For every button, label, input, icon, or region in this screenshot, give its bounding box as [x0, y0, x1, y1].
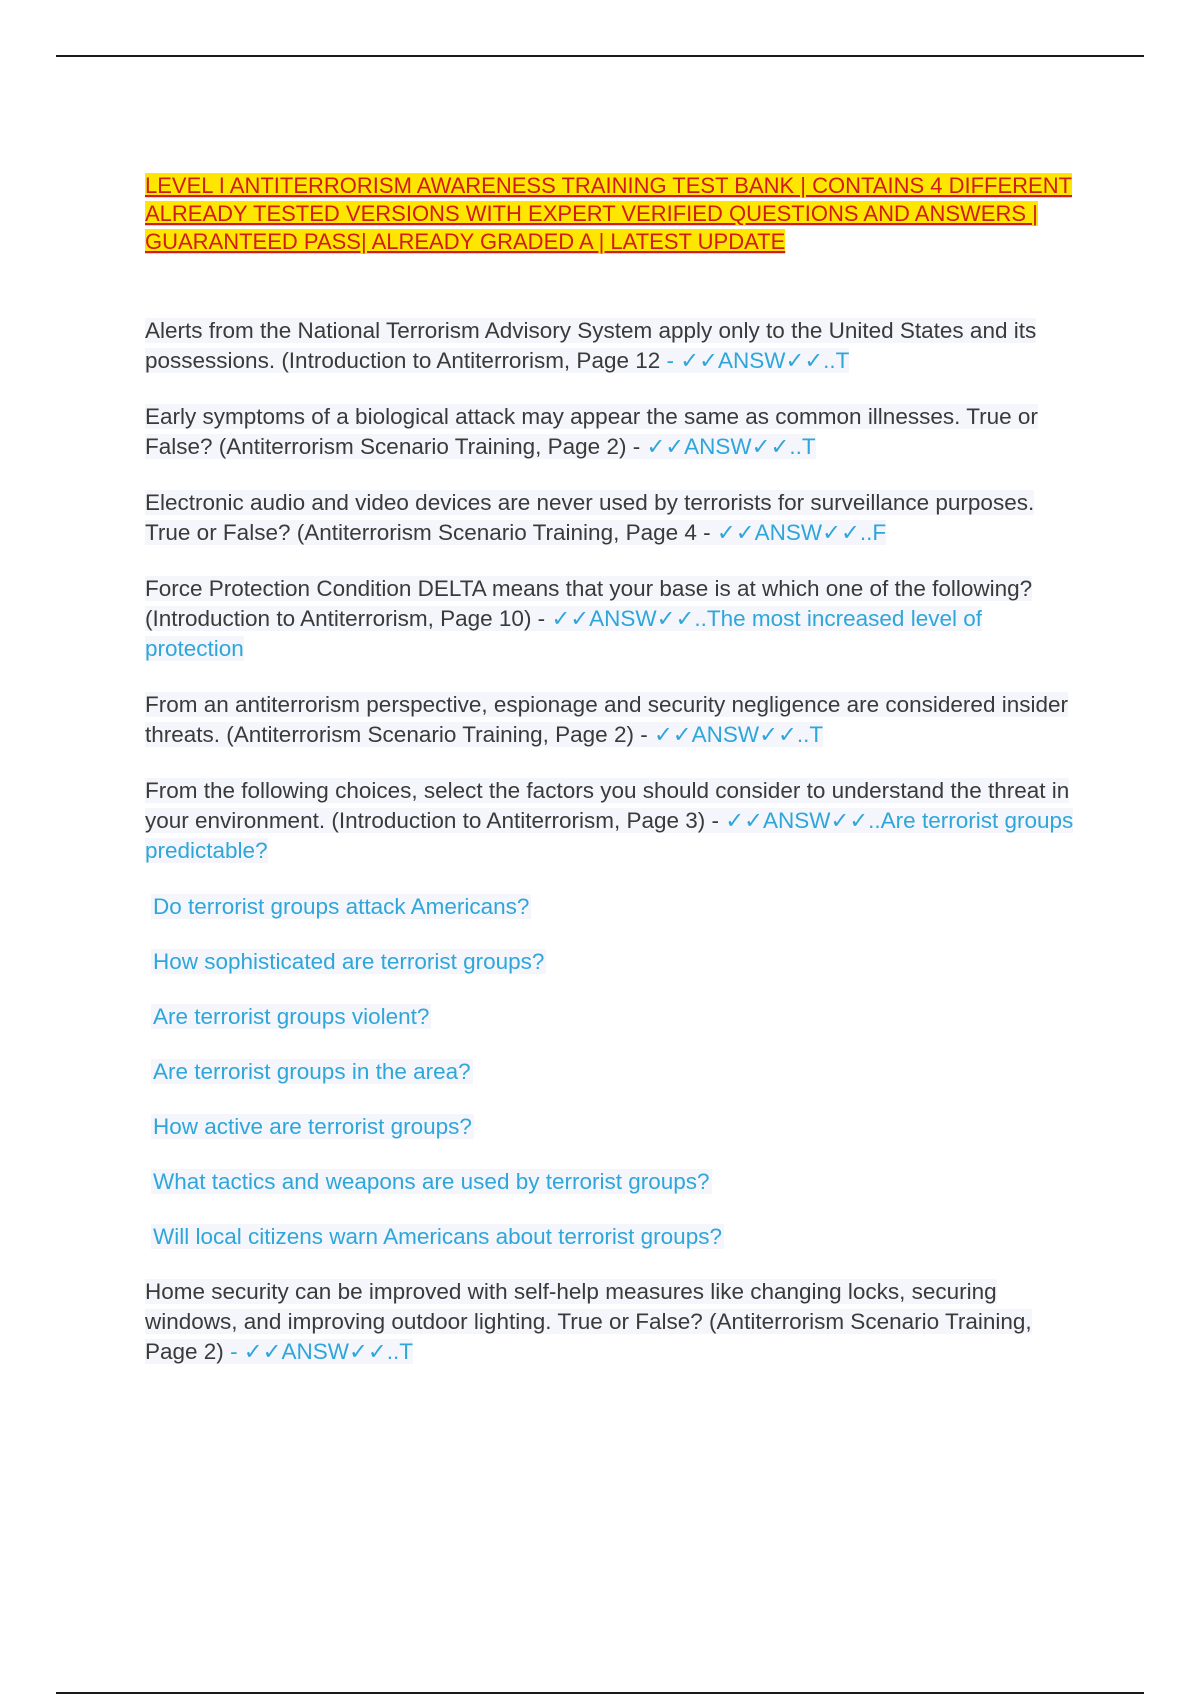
answer-option-text: Are terrorist groups violent? [153, 1004, 430, 1029]
qa-item [145, 1277, 1080, 1367]
qa-item [145, 402, 1080, 462]
qa-item [145, 574, 1080, 664]
qa-item [145, 316, 1080, 376]
answer-option-text: Will local citizens warn Americans about terrorist groups? [153, 1224, 722, 1249]
answer-option [151, 947, 1080, 977]
document-title-text: LEVEL I ANTITERRORISM AWARENESS TRAINING TEST BANK | CONTAINS 4 DIFFERENT ALREADY TESTED VERSIONS WITH EXPERT VERIFIED QUESTIONS AND ANSWERS | GUARANTEED PASS| ALREADY GRADED A | LATEST UPDATE [145, 173, 1073, 254]
answer-text: ✓✓ANSW✓✓..T [653, 722, 824, 747]
page-content [145, 172, 1080, 1393]
answer-option [151, 1112, 1080, 1142]
answer-options-list [145, 892, 1080, 1252]
answer-option-text: How active are terrorist groups? [153, 1114, 472, 1139]
qa-item [145, 488, 1080, 548]
answer-option-text: How sophisticated are terrorist groups? [153, 949, 545, 974]
question-text: Alerts from the National Terrorism Advisory System apply only to the United States and its possessions. (Introduction to Antiterrorism, Page 12 [145, 318, 1037, 373]
qa-item [145, 776, 1080, 866]
answer-option-text: What tactics and weapons are used by terrorist groups? [153, 1169, 710, 1194]
question-text: Force Protection Condition DELTA means that your base is at which one of the following? (Introduction to Antiterrorism, Page 10) - [145, 576, 1033, 631]
question-text: Early symptoms of a biological attack may appear the same as common illnesses. True or False? (Antiterrorism Scenario Training, Page 2) - [145, 404, 1038, 459]
question-text: Electronic audio and video devices are never used by terrorists for surveillance purposes. True or False? (Antiterrorism Scenario Training, Page 4 - [145, 490, 1035, 545]
answer-text: ✓✓ANSW✓✓..Are terrorist groups predictable? [145, 808, 1074, 863]
answer-text: ✓✓ANSW✓✓..T [646, 434, 816, 459]
document-title [145, 172, 1080, 256]
answer-option [151, 1057, 1080, 1087]
answer-option-text: Do terrorist groups attack Americans? [153, 894, 530, 919]
answer-text: - ✓✓ANSW✓✓..T [660, 348, 850, 373]
answer-text: ✓✓ANSW✓✓..F [716, 520, 887, 545]
answer-text: - ✓✓ANSW✓✓..T [223, 1339, 413, 1364]
answer-option [151, 1167, 1080, 1197]
answer-option [151, 892, 1080, 922]
question-text: From an antiterrorism perspective, espionage and security negligence are considered insider threats. (Antiterrorism Scenario Training, Page 2) - [145, 692, 1068, 747]
answer-option [151, 1002, 1080, 1032]
top-rule [56, 55, 1144, 57]
answer-text: ✓✓ANSW✓✓..The most increased level of protection [145, 606, 982, 661]
bottom-rule [56, 1692, 1144, 1694]
qa-item [145, 690, 1080, 750]
answer-option-text: Are terrorist groups in the area? [153, 1059, 471, 1084]
answer-option [151, 1222, 1080, 1252]
question-text: From the following choices, select the factors you should consider to understand the threat in your environment. (Introduction to Antiterrorism, Page 3) - [145, 778, 1070, 833]
question-text: Home security can be improved with self-help measures like changing locks, securing windows, and improving outdoor lighting. True or False? (Antiterrorism Scenario Training, Page 2) [145, 1279, 1032, 1364]
